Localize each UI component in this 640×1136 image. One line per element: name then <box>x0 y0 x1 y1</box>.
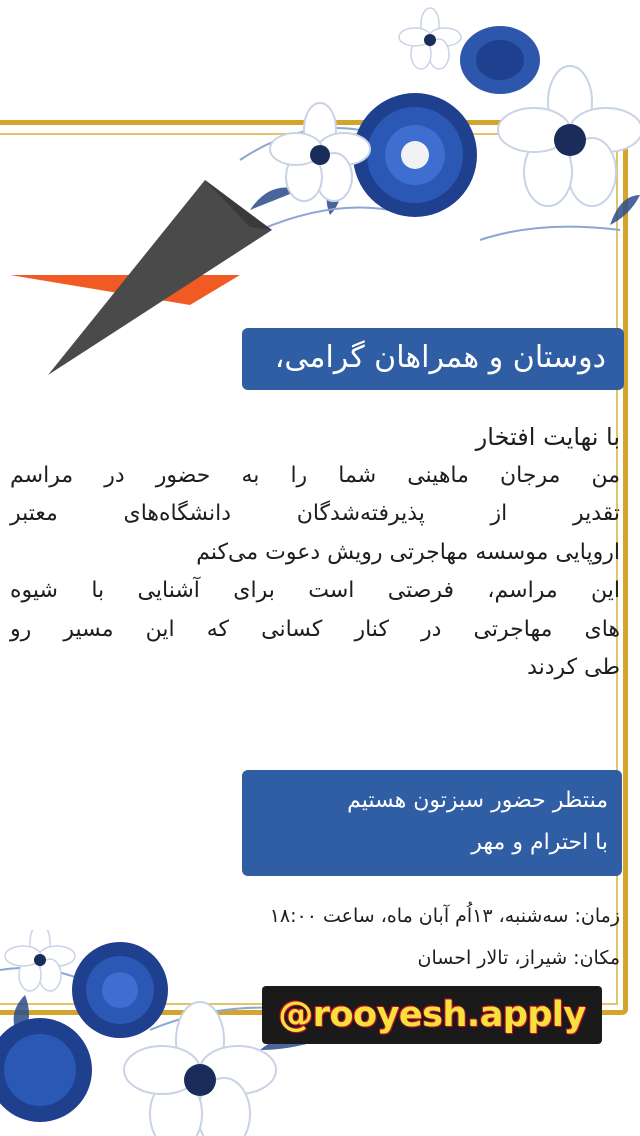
invitation-body <box>10 418 620 688</box>
body-line: با نهایت افتخار <box>475 423 620 451</box>
instagram-handle: @rooyesh.apply <box>262 986 602 1044</box>
greeting-title: دوستان و همراهان گرامی، <box>274 340 606 375</box>
body-line: های مهاجرتی در کنار کسانی که این مسیر رو <box>10 616 620 642</box>
event-time: زمان: سه‌شنبه، ۱۳اُم آبان ماه، ساعت ۱۸:۰۰ <box>269 905 620 927</box>
closing-box <box>242 770 622 876</box>
event-place: مکان: شیراز، تالار احسان <box>417 947 620 969</box>
body-line: طی کردند <box>527 655 620 680</box>
rooyesh-logo-icon <box>10 175 280 385</box>
closing-line-1: منتظر حضور سبزتون هستیم <box>347 788 608 813</box>
body-line: من مرجان ماهینی شما را به حضور در مراسم <box>10 462 620 488</box>
floral-bouquet-top <box>230 0 640 255</box>
body-line: این مراسم، فرصتی است برای آشنایی با شیوه <box>10 578 620 603</box>
closing-line-2: با احترام و مهر <box>471 830 608 855</box>
body-line: اروپایی موسسه مهاجرتی رویش دعوت می‌کنم <box>196 539 620 565</box>
body-line: تقدیر از پذیرفته‌شدگان دانشگاه‌های معتبر <box>10 501 620 526</box>
greeting-box <box>242 328 624 390</box>
